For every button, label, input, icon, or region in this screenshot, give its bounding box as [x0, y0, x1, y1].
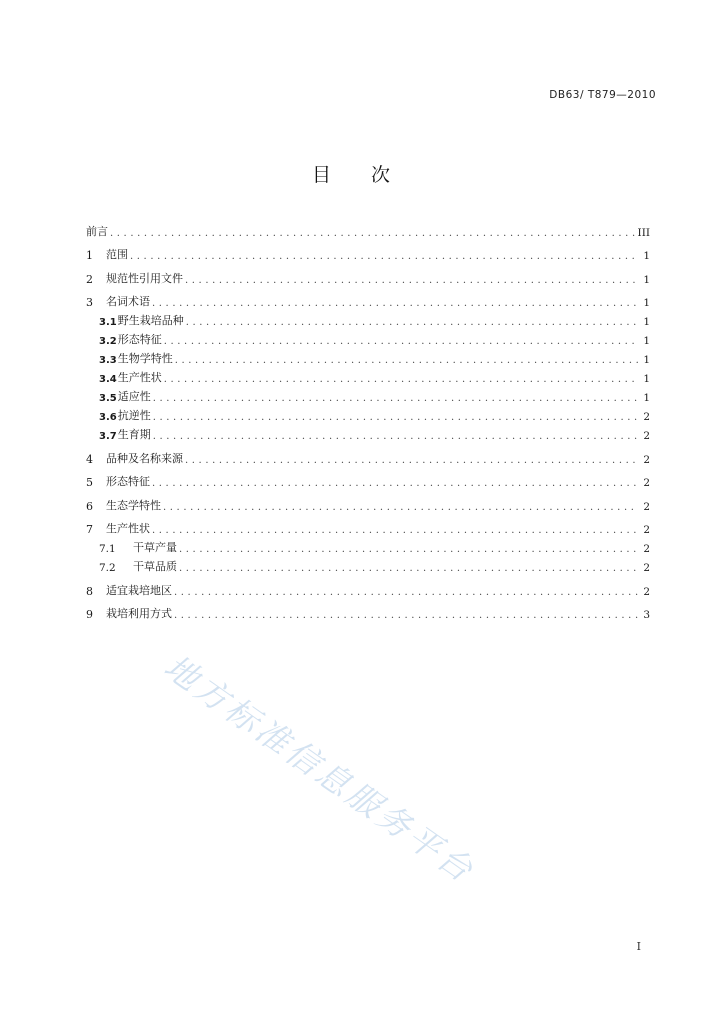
toc-entry[interactable]: [86, 388, 650, 407]
toc-entry-number: 6: [86, 499, 93, 513]
toc-entry[interactable]: [86, 350, 650, 369]
toc-entry-page: 1: [643, 373, 650, 385]
toc-entry-label: [86, 270, 183, 289]
toc-entry-number: 3.7: [99, 431, 117, 442]
toc-entry-label: [86, 350, 173, 369]
toc-leader-dots: [152, 525, 638, 539]
toc-entry-page: 2: [643, 524, 650, 536]
toc-entry-number: 9: [86, 608, 93, 621]
toc-entry-page: 1: [643, 297, 650, 309]
toc-entry-title: 品种及名称来源: [106, 451, 183, 465]
toc-entry-label: [86, 450, 183, 469]
toc-entry[interactable]: [86, 601, 650, 625]
toc-leader-dots: [164, 374, 638, 388]
toc-entry[interactable]: [86, 445, 650, 469]
toc-entry-page: 2: [643, 453, 650, 466]
toc-entry[interactable]: [86, 369, 650, 388]
toc-entry-number: 8: [86, 584, 93, 598]
toc-entry-page: 1: [643, 392, 650, 404]
toc-entry-label: [86, 582, 172, 601]
toc-entry[interactable]: [86, 331, 650, 350]
toc-leader-dots: [130, 251, 638, 265]
toc-entry-title: 生育期: [117, 428, 151, 441]
toc-entry[interactable]: [86, 492, 650, 516]
toc-entry[interactable]: [86, 265, 650, 289]
toc-entry-label: [86, 331, 162, 350]
toc-entry-title: 生物学特性: [117, 352, 173, 365]
page-number: I: [636, 940, 641, 953]
toc-entry-title: 前言: [86, 224, 108, 238]
toc-leader-dots: [153, 412, 638, 426]
toc-entry-page: 2: [643, 477, 650, 489]
toc-entry-label: [86, 223, 108, 242]
toc-entry-title: 规范性引用文件: [106, 271, 183, 285]
toc-entry-number: 3.5: [99, 393, 117, 404]
toc-entry-label: [86, 605, 172, 624]
toc-leader-dots: [179, 544, 638, 558]
toc-entry[interactable]: [86, 242, 650, 266]
toc-entry-label: [86, 388, 151, 407]
toc-entry-page: 2: [643, 543, 650, 555]
toc-entry[interactable]: [86, 539, 650, 558]
toc-entry-label: [86, 407, 151, 426]
toc-entry-number: 3: [86, 296, 93, 309]
toc-entry-number: 3.2: [99, 336, 117, 347]
toc-entry-label: [86, 558, 177, 577]
toc-leader-dots: [164, 336, 638, 350]
toc-entry[interactable]: [86, 289, 650, 313]
toc-leader-dots: [186, 317, 638, 331]
toc-entry-page: 1: [643, 335, 650, 347]
toc-leader-dots: [175, 355, 638, 369]
toc-entry-title: 抗逆性: [117, 409, 151, 422]
toc-entry[interactable]: [86, 218, 650, 242]
toc-entry-title: 干草产量: [133, 541, 177, 554]
toc-entry-number: 3.1: [99, 317, 117, 328]
toc-entry-title: 适宜栽培地区: [106, 583, 172, 597]
toc-leader-dots: [152, 298, 638, 312]
toc-entry-page: 3: [643, 609, 650, 621]
toc-entry-number: 5: [86, 476, 93, 489]
toc-entry-title: 生态学特性: [106, 498, 161, 512]
toc-entry-title: 生产性状: [106, 522, 150, 535]
toc-leader-dots: [153, 393, 638, 407]
toc-entry-number: 1: [86, 249, 93, 262]
toc-entry-page: 1: [643, 354, 650, 366]
toc-leader-dots: [152, 478, 638, 492]
toc-entry-page: 1: [643, 273, 650, 286]
toc-entry-title: 范围: [106, 248, 128, 261]
toc-leader-dots: [163, 502, 638, 516]
toc-entry-number: 2: [86, 272, 93, 286]
toc-entry-page: III: [637, 226, 650, 239]
toc-entry-title: 名词术语: [106, 295, 150, 308]
toc-entry[interactable]: [86, 577, 650, 601]
toc-entry-number: 3.6: [99, 412, 117, 423]
toc-entry-page: 2: [643, 500, 650, 513]
toc-entry-title: 栽培利用方式: [106, 607, 172, 620]
toc-leader-dots: [174, 587, 638, 601]
document-code: DB63/ T879—2010: [549, 89, 656, 101]
toc-entry-label: [86, 426, 151, 445]
toc-entry-number: 3.4: [99, 374, 117, 385]
table-of-contents: [86, 218, 650, 624]
toc-entry-title: 干草品质: [133, 560, 177, 573]
toc-entry-page: 1: [643, 316, 650, 328]
toc-entry-title: 野生栽培品种: [117, 314, 184, 327]
toc-entry-number: 4: [86, 452, 93, 466]
toc-leader-dots: [179, 563, 638, 577]
toc-entry-label: [86, 369, 162, 388]
toc-entry[interactable]: [86, 516, 650, 540]
toc-entry-label: [86, 312, 184, 331]
toc-entry-number: 3.3: [99, 355, 117, 366]
toc-entry-label: [86, 539, 177, 558]
toc-entry-title: 形态特征: [106, 475, 150, 488]
toc-entry-page: 2: [643, 411, 650, 423]
toc-entry-number: 7.2: [99, 562, 116, 574]
toc-entry-page: 2: [643, 562, 650, 574]
toc-entry-label: [86, 473, 150, 492]
watermark: 地方标准信息服务平台: [157, 646, 483, 892]
toc-entry-label: [86, 497, 161, 516]
toc-entry[interactable]: [86, 407, 650, 426]
toc-entry-label: [86, 293, 150, 312]
toc-leader-dots: [185, 455, 638, 469]
toc-entry-label: [86, 246, 128, 265]
toc-entry-label: [86, 520, 150, 539]
toc-entry-number: 7: [86, 523, 93, 536]
toc-entry[interactable]: [86, 558, 650, 577]
toc-entry-page: 1: [643, 250, 650, 262]
toc-entry[interactable]: [86, 312, 650, 331]
page-title: 目次: [311, 164, 430, 186]
toc-leader-dots: [185, 275, 638, 289]
toc-leader-dots: [110, 228, 635, 242]
toc-entry-title: 生产性状: [117, 371, 162, 384]
toc-entry[interactable]: [86, 469, 650, 493]
toc-leader-dots: [153, 431, 638, 445]
toc-leader-dots: [174, 610, 638, 624]
toc-entry-page: 2: [643, 585, 650, 598]
toc-entry-number: 7.1: [99, 543, 116, 555]
toc-entry-title: 适应性: [117, 390, 151, 403]
toc-entry-page: 2: [643, 430, 650, 442]
toc-entry-title: 形态特征: [117, 333, 162, 346]
toc-entry[interactable]: [86, 426, 650, 445]
